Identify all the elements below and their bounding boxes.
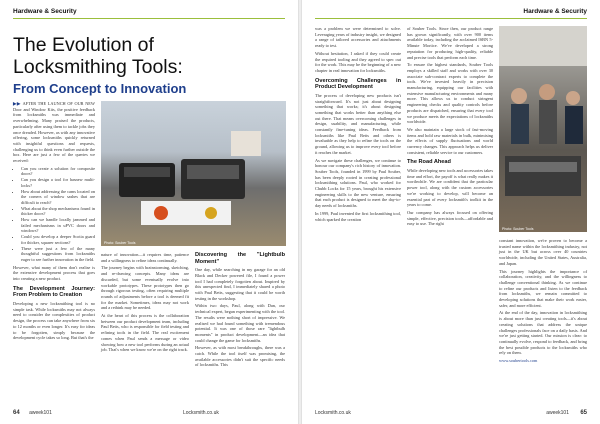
section-header-right: Hardware & Security xyxy=(523,8,587,15)
paragraph: Within two days, Paul, along with Dan, our technical expert, began experimenting with the tool. The results were nothing short of impressive. We realised we had found something with tremendous potential. It was one of those rare "lightbulb moments" in product development—an idea that could change the game for locksmiths. xyxy=(195,303,285,343)
list-item: • Can you design a tool for hasnew multi-locks? xyxy=(21,177,95,188)
paragraph: At the heart of this process is the collaboration between our product development team, including Paul Betts, who is responsible for field testing and refining tools in the field. The real excitement comes when Paul sends a message or video showing how a new tool performs during an actual job. That's when we know we're on the right track. xyxy=(101,313,189,353)
right-column-2 xyxy=(407,26,493,229)
right-column-1 xyxy=(315,26,401,224)
left-page xyxy=(0,0,298,424)
workshop-photo-illustration xyxy=(499,26,587,232)
paragraph: was a problem we were determined to solve. Leveraging years of industry insight, we designed a range of tailored accessories and attachments ready to test. xyxy=(315,26,401,49)
site-name: Locksmith.co.uk xyxy=(315,410,351,416)
site-name: Locksmith.co.uk xyxy=(183,410,219,416)
paragraph: As we navigate these challenges, we continue to honour our company's rich history of innovation. Souber Tools, founded in 1999 by Paul Souber, has been deeply rooted in creating professional locksmithing solutions. Paul, who worked for Chubb Locks for 15 years, brought his extensive engineering skills to the new venture, ensuring that each product is designed to meet the day-to-day needs of locksmiths. xyxy=(315,157,401,209)
paragraph: We also maintain a large stock of fast-moving items and hold raw materials in bulk, minimising the effects of supply fluctuations and world currency changes. This approach helps us deliver consistent, reliable service to our customers. xyxy=(407,126,493,155)
header-rule-left xyxy=(13,18,285,19)
left-column-2 xyxy=(101,252,189,355)
paragraph: In 1999, Paul invented the first locksmithing tool, which sparked the creation xyxy=(315,210,401,222)
list-item: • What about the shop mechanisms found in thicker doors? xyxy=(21,206,95,217)
title-line-2: Locksmithing Tools: xyxy=(13,56,183,78)
paragraph: However, what many of them don't realise is the extensive development process that goes into creating a new product. xyxy=(13,264,95,282)
paragraph: Without hesitation, I asked if they could create the required tooling and they agreed to spec out for the work. This may be the beginning of a new chapter in real innovation for locksmiths. xyxy=(315,50,401,73)
header-rule-right xyxy=(315,18,587,19)
page-number: 64 xyxy=(13,410,20,416)
list-item: • How about addressing the cams located on the corners of window sashes that are difficult to reach? xyxy=(21,189,95,206)
title-line-1: The Evolution of xyxy=(13,34,154,56)
list-item: • How can we handle locally jammed and failed mechanisms in uPVC doors and windows? xyxy=(21,217,95,234)
queries-list xyxy=(13,166,95,263)
list-item: • Could you develop a deeper Scotia guard for thicker, squarer sections? xyxy=(21,234,95,245)
article-subtitle: From Concept to Innovation xyxy=(13,81,187,96)
magazine-issue: aweek101 xyxy=(546,410,569,416)
paragraph: The journey begins with brainstorming, sketching, and re-drawing concepts. Many ideas are discarded, but some eventually evolve into workable prototypes. These prototypes then go through rigorous testing, often requiring multiple rounds of adjustments before a tool is deemed fit for the market. Sometimes, ideas may not work and a rethink may be needed. xyxy=(101,265,189,311)
photo-caption: Photo: Souber Tools xyxy=(502,227,534,231)
section-header-left: Hardware & Security xyxy=(13,8,77,15)
workshop-photo xyxy=(499,26,587,232)
list-item: • These were just a few of the many thoughtful suggestions from locksmiths eager to see further innovation in the field. xyxy=(21,246,95,263)
page-number: 65 xyxy=(580,410,587,416)
section-heading: The Road Ahead xyxy=(407,159,451,166)
paragraph: To ensure the highest standards, Souber Tools employs a skilled staff and works with over 30 associate sub-contract experts to complete the tools. We've invested heavily in precision manufacturing, equipping our facilities with extensive manufacturing environments and many more. This allows us to conduct stringent engineering checks and quality controls before products are dispatched, ensuring that every tool we produce meets the expectations of locksmiths worldwide. xyxy=(407,62,493,125)
magazine-issue: aweek101 xyxy=(29,410,52,416)
tools-photo xyxy=(101,101,286,246)
article-title xyxy=(13,34,183,78)
paragraph: However, as with most breakthroughs, there was a catch. While the tool itself was promising, the available accessories didn't suit the specific needs of locksmiths. This xyxy=(195,345,285,368)
left-column-1 xyxy=(13,101,95,343)
photo-caption: Photo: Souber Tools xyxy=(104,241,136,245)
paragraph: At the end of the day, innovation in locksmithing is about more than just creating tools—it's about creating solutions that address the unique challenges professionals face on a daily basis. And we're just getting started. Our mission is clear: to continually evolve, respond to feedback, and bring the best possible products to the locksmiths who rely on them. xyxy=(499,310,587,356)
paragraph: constant innovation, we're proven to become a trusted name within the locksmithing industry, not just in the UK but across over 40 countries worldwide, including the United States, Australia, and Japan. xyxy=(499,238,587,266)
paragraph: of Souber Tools. Since then, our product range has grown significantly, with over 900 items available today, including the acclaimed ISBN 5-Minute Mortice. We've developed a strong reputation for producing high-quality, reliable and precise tools that perform each time. xyxy=(407,26,493,60)
footer-left xyxy=(13,410,285,416)
section-heading: Overcoming Challenges in Product Development xyxy=(315,77,401,91)
paragraph: Developing a new locksmithing tool is no simple task. While locksmiths may not always need to consider the complexities of product design, the process can take anywhere from six to 12 months or even longer. It's easy for ideas to be forgotten, simply because the development cycle takes so long. But that's the xyxy=(13,300,95,341)
paragraph: The process of developing new products isn't straightforward. It's not just about designing something that works; it's about designing something that works better than anything else out there. That means overcoming challenges in design, usability, and manufacturing, while constantly fine-tuning ideas. Feedback from locksmiths like Paul Betts and others is invaluable as they help to refine the tools on the ground, allowing us to improve every tool before it reaches the market. xyxy=(315,92,401,155)
tools-photo-illustration xyxy=(101,101,286,246)
section-heading: Discovering the "Lightbulb Moment" xyxy=(195,252,285,265)
lead-marker: ▶▶ xyxy=(13,101,23,106)
right-column-3 xyxy=(499,238,587,366)
footer-right xyxy=(315,410,587,416)
paragraph: Our company has always focused on offering simple, effective, precision tools—affordable and easy to use. The right xyxy=(407,209,493,227)
left-column-3 xyxy=(195,252,285,370)
lead-paragraph: ▶▶ AFTER THE LAUNCH OF OUR NEW Door and Window Kits, the positive feedback from locksmiths was immediate and overwhelming. Many praised the products, particularly after using them to tackle jobs they once dreaded. However, as with any innovative offering, some locksmiths quickly returned with insightful questions and requests, challenging us to think even further outside the box. Here are just a few of the queries we received: xyxy=(13,101,95,164)
section-heading: The Development Journey: From Problem to Creation xyxy=(13,285,95,299)
list-item: • Can you create a solution for composite doors? xyxy=(21,166,95,177)
website-link[interactable]: www.soubertools.com xyxy=(499,358,538,364)
paragraph: This journey highlights the importance of collaboration, creativity, and the willingness to challenge conventional thinking. As we continue to refine our products and listen to the feedback from locksmiths, we remain committed to developing solutions that make their work easier, safer, and more efficient. xyxy=(499,268,587,308)
paragraph: One day, while searching in my garage for an old Black and Decker powered file, I found a power tool I had completely forgotten about. Inspired by this unexpected find, I immediately shared a photo with Paul Betts, suggesting that it could be worth testing in the workshop. xyxy=(195,267,285,301)
paragraph: While developing new tools and accessories takes time and effort, the payoff is what really makes it worthwhile. We are confident that the particular power tool, along with the custom accessories we're working to develop, will become an essential part of every locksmith's toolkit in the years to come. xyxy=(407,168,493,208)
paragraph: nature of innovation—it requires time, patience and a willingness to refine ideas continually. xyxy=(101,252,189,263)
